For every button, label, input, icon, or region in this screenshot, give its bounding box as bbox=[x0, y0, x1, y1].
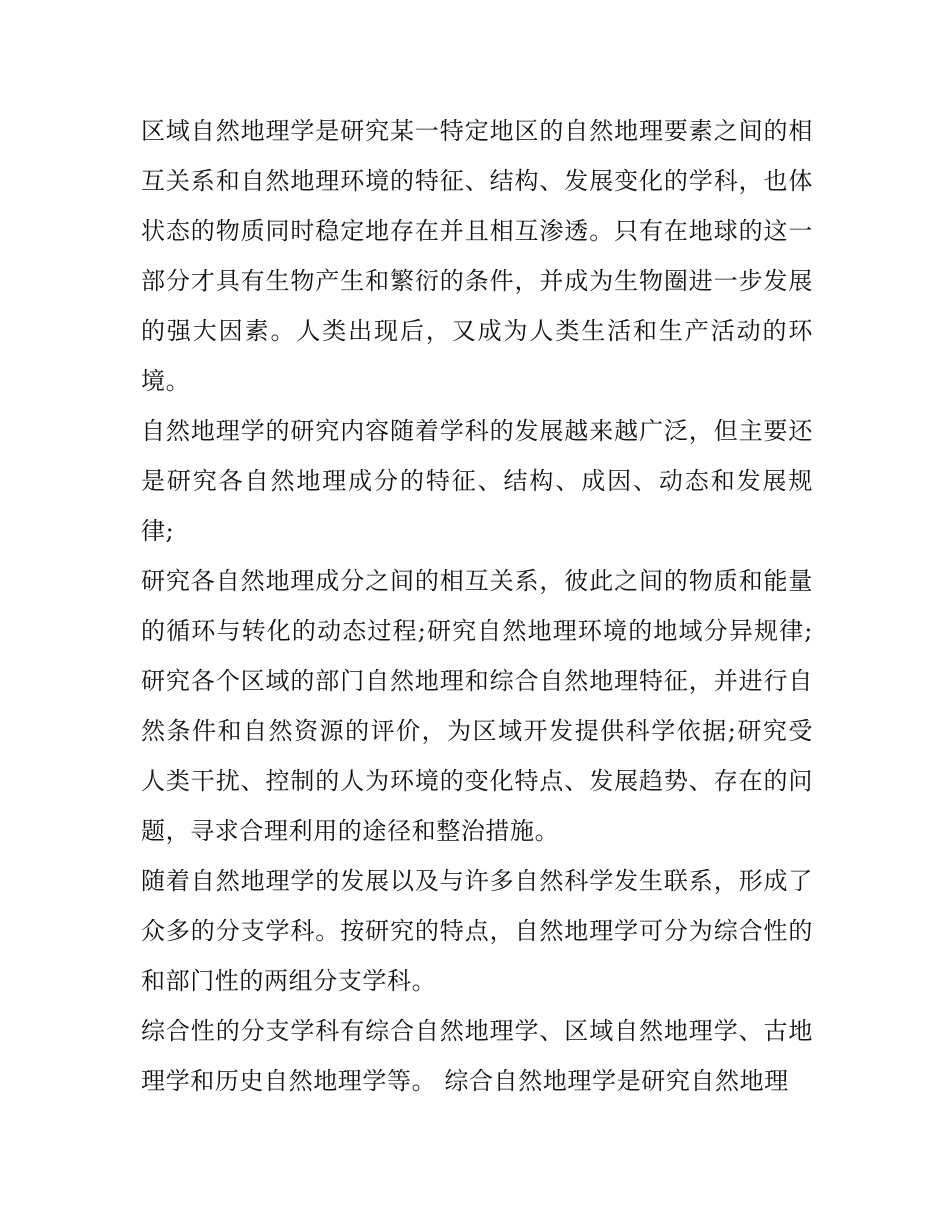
paragraph-comprehensive-branches: 综合性的分支学科有综合自然地理学、区域自然地理学、古地理学和历史自然地理学等。 综合自然地理学是研究自然地理 bbox=[141, 1017, 813, 1095]
paragraph-research-content: 自然地理学的研究内容随着学科的发展越来越广泛，但主要还是研究各自然地理成分的特征、结构、成因、动态和发展规律; bbox=[141, 417, 813, 545]
paragraph-regional-geography: 区域自然地理学是研究某一特定地区的自然地理要素之间的相互关系和自然地理环境的特征、结构、发展变化的学科，也体状态的物质同时稳定地存在并且相互渗透。只有在地球的这一部分才具有生物产生和繁衍的条件，并成为生物圈进一步发展的强大因素。人类出现后，又成为人类生活和生产活动的环境。 bbox=[141, 117, 813, 395]
document-body bbox=[141, 106, 813, 1106]
paragraph-branch-disciplines: 随着自然地理学的发展以及与许多自然科学发生联系，形成了众多的分支学科。按研究的特点，自然地理学可分为综合性的和部门性的两组分支学科。 bbox=[141, 867, 813, 995]
paragraph-research-relations: 研究各自然地理成分之间的相互关系，彼此之间的物质和能量的循环与转化的动态过程;研究自然地理环境的地域分异规律;研究各个区域的部门自然地理和综合自然地理特征，并进行自然条件和自然资源的评价，为区域开发提供科学依据;研究受人类干扰、控制的人为环境的变化特点、发展趋势、存在的问题，寻求合理利用的途径和整治措施。 bbox=[141, 567, 813, 845]
